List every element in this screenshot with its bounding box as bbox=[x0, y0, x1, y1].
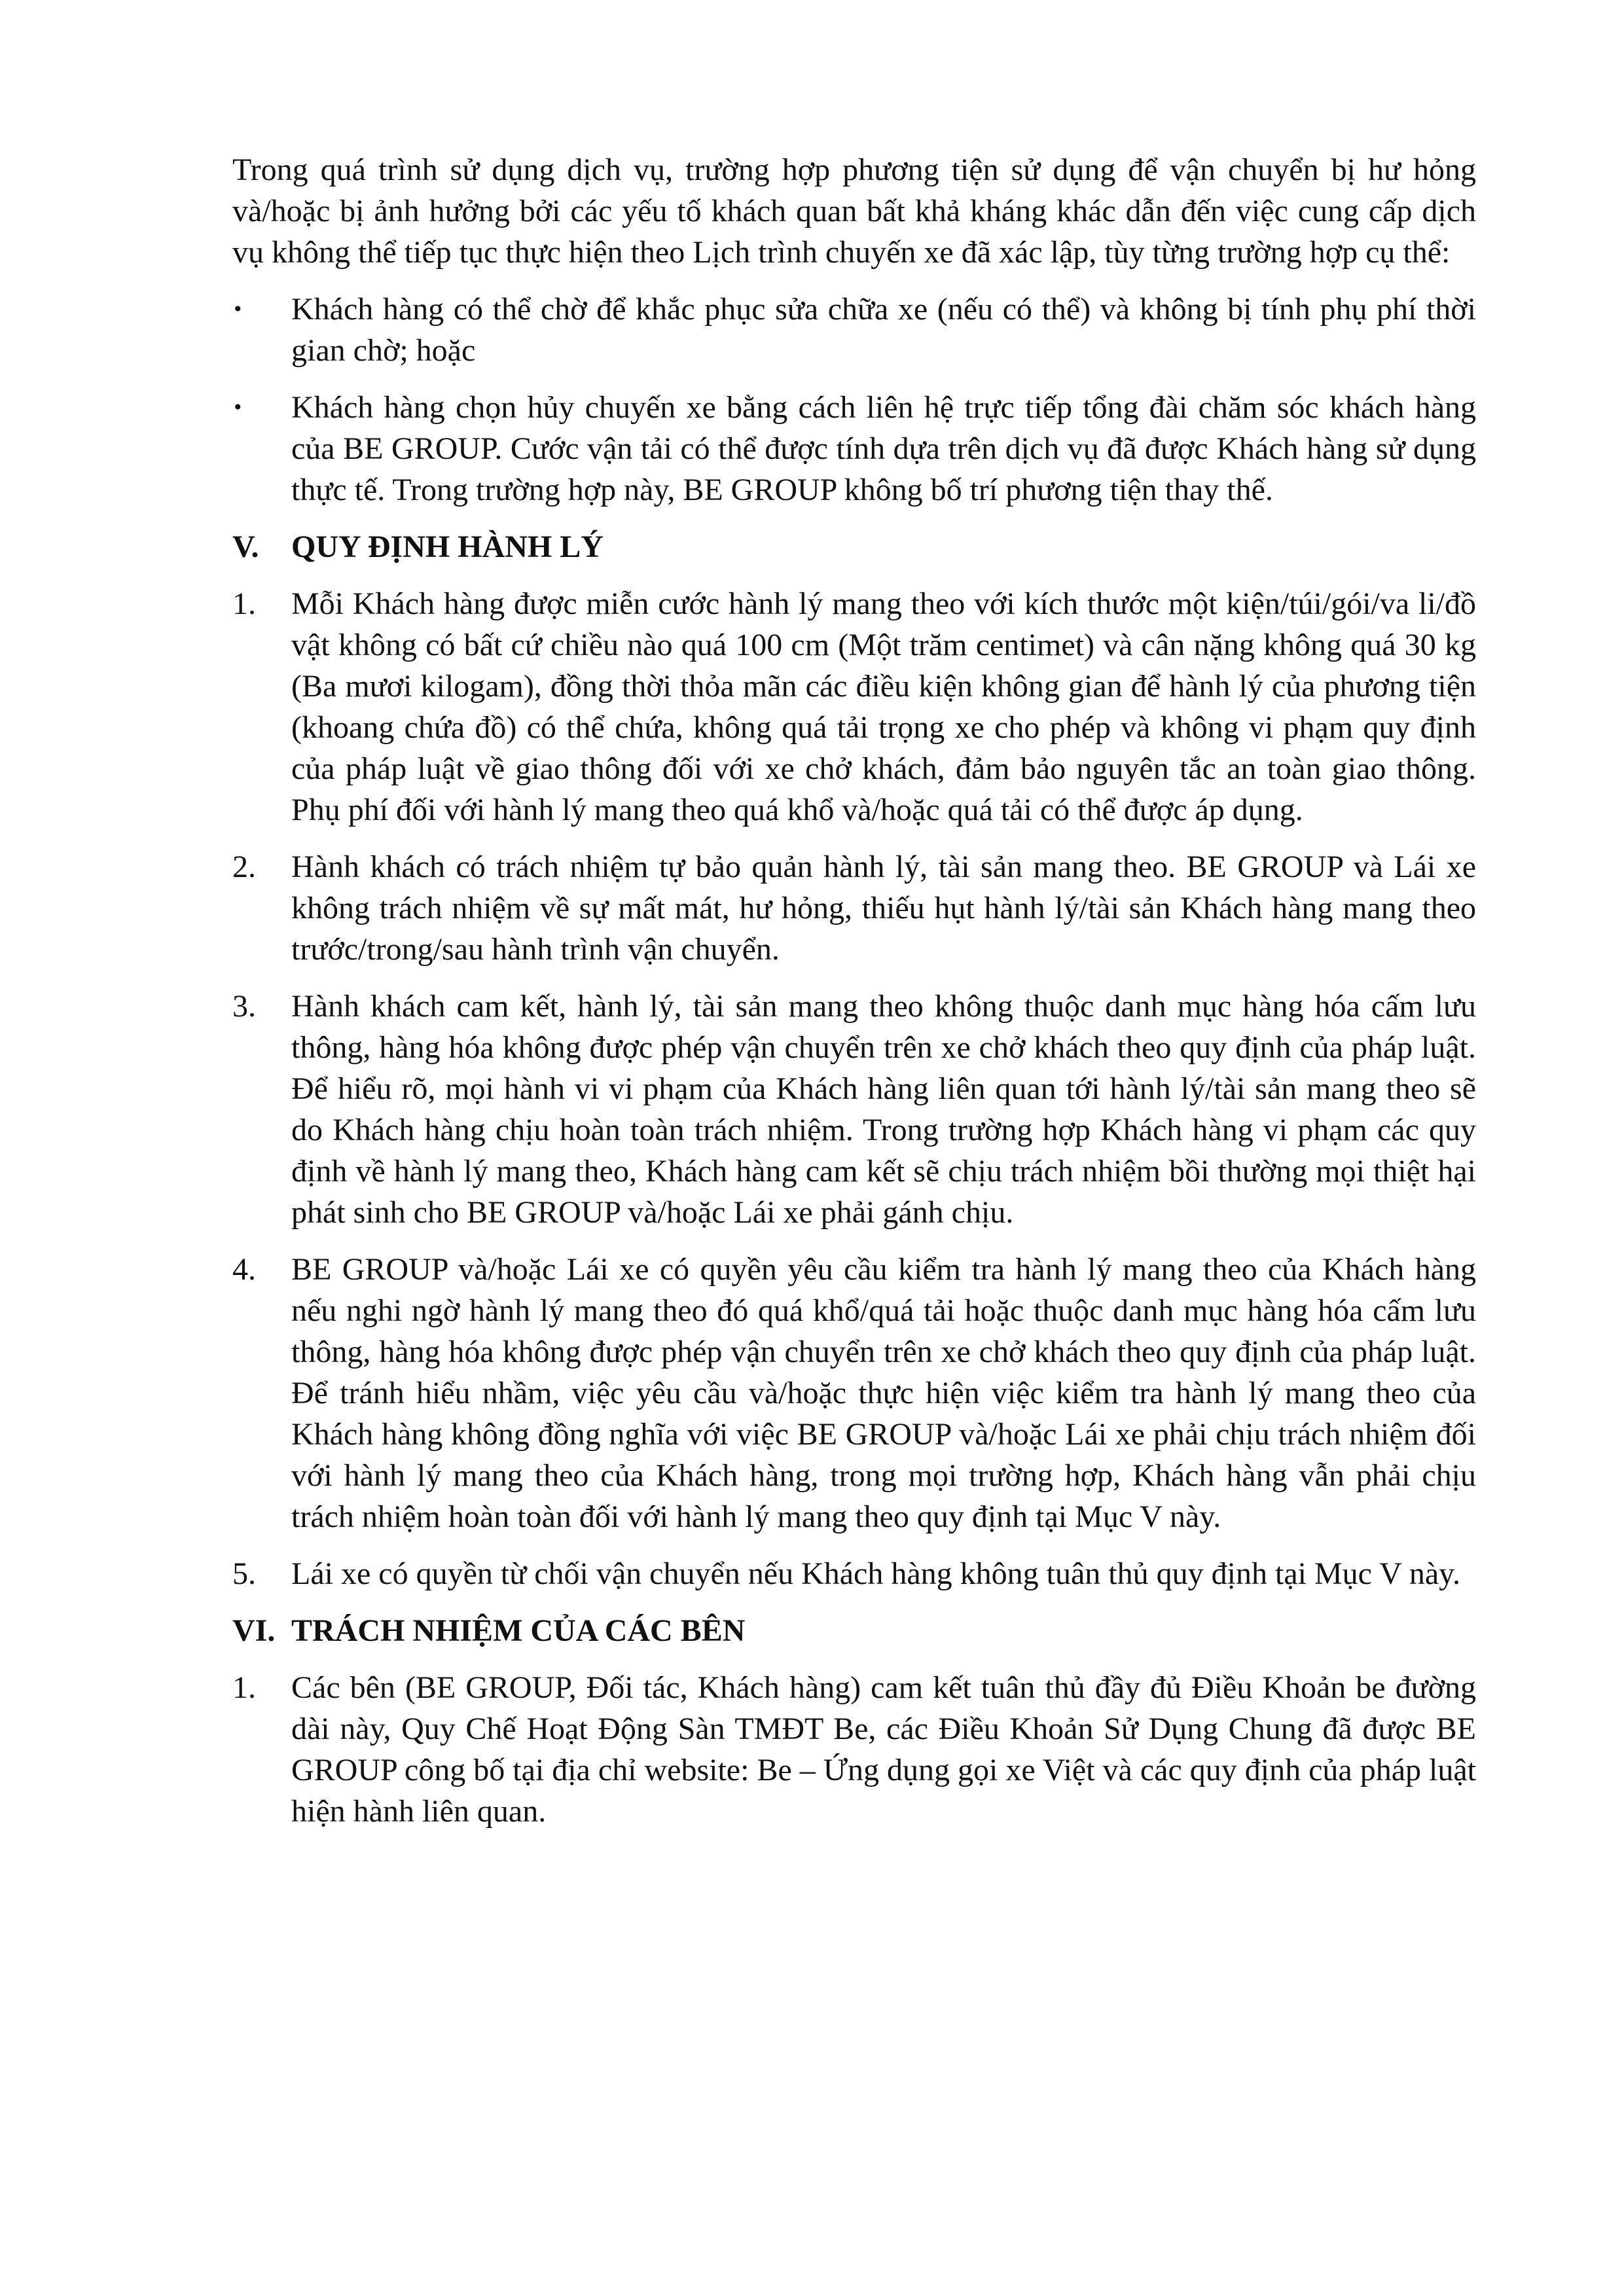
document-page bbox=[232, 149, 1476, 1848]
numbered-list bbox=[232, 1667, 1476, 1832]
section-heading bbox=[232, 1610, 1476, 1651]
list-item-text: BE GROUP và/hoặc Lái xe có quyền yêu cầu kiểm tra hành lý mang theo của Khách hàng nếu nghi ngờ hành lý mang theo đó quá khổ/quá tải hoặc thuộc danh mục hàng hóa cấm lưu thông, hàng hóa không được phép vận chuyển trên xe chở khách theo quy định của pháp luật. Để tránh hiểu nhầm, việc yêu cầu và/hoặc thực hiện việc kiểm tra hành lý mang theo của Khách hàng không đồng nghĩa với việc BE GROUP và/hoặc Lái xe phải chịu trách nhiệm đối với hành lý mang theo của Khách hàng, trong mọi trường hợp, Khách hàng vẫn phải chịu trách nhiệm hoàn toàn đối với hành lý mang theo quy định tại Mục V này. bbox=[291, 1252, 1476, 1534]
list-item-text: Lái xe có quyền từ chối vận chuyển nếu Khách hàng không tuân thủ quy định tại Mục V này. bbox=[291, 1556, 1461, 1591]
list-item bbox=[232, 1249, 1476, 1537]
list-item-text: Các bên (BE GROUP, Đối tác, Khách hàng) cam kết tuân thủ đầy đủ Điều Khoản be đường dài này, Quy Chế Hoạt Động Sàn TMĐT Be, các Điều Khoản Sử Dụng Chung đã được BE GROUP công bố tại địa chỉ website: Be – Ứng dụng gọi xe Việt và các quy định của pháp luật hiện hành liên quan. bbox=[291, 1670, 1476, 1829]
list-item-text: Hành khách cam kết, hành lý, tài sản mang theo không thuộc danh mục hàng hóa cấm lưu thông, hàng hóa không được phép vận chuyển trên xe chở khách theo quy định của pháp luật. Để hiểu rõ, mọi hành vi vi phạm của Khách hàng liên quan tới hành lý/tài sản mang theo sẽ do Khách hàng chịu hoàn toàn trách nhiệm. Trong trường hợp Khách hàng vi phạm các quy định về hành lý mang theo, Khách hàng cam kết sẽ chịu trách nhiệm bồi thường mọi thiệt hại phát sinh cho BE GROUP và/hoặc Lái xe phải gánh chịu. bbox=[291, 989, 1476, 1230]
list-item-text: Mỗi Khách hàng được miễn cước hành lý mang theo với kích thước một kiện/túi/gói/va li/đồ vật không có bất cứ chiều nào quá 100 cm (Một trăm centimet) và cân nặng không quá 30 kg (Ba mươi kilogam), đồng thời thỏa mãn các điều kiện không gian để hành lý của phương tiện (khoang chứa đồ) có thể chứa, không quá tải trọng xe cho phép và không vi phạm quy định của pháp luật về giao thông đối với xe chở khách, đảm bảo nguyên tắc an toàn giao thông. Phụ phí đối với hành lý mang theo quá khổ và/hoặc quá tải có thể được áp dụng. bbox=[291, 586, 1476, 827]
list-item bbox=[232, 1667, 1476, 1832]
numbered-list bbox=[232, 583, 1476, 1594]
item-number: 3. bbox=[232, 989, 256, 1024]
item-number: 1. bbox=[232, 1670, 256, 1705]
list-item bbox=[232, 1553, 1476, 1594]
list-item bbox=[232, 387, 1476, 511]
list-item bbox=[232, 583, 1476, 831]
bullet-marker: • bbox=[232, 298, 244, 320]
section-number: VI. bbox=[232, 1613, 276, 1648]
section-title: QUY ĐỊNH HÀNH LÝ bbox=[291, 529, 604, 564]
item-number: 1. bbox=[232, 586, 256, 621]
list-item bbox=[232, 986, 1476, 1233]
list-item-text: Khách hàng có thể chờ để khắc phục sửa chữa xe (nếu có thể) và không bị tính phụ phí thời gian chờ; hoặc bbox=[291, 292, 1476, 368]
list-item-text: Hành khách có trách nhiệm tự bảo quản hành lý, tài sản mang theo. BE GROUP và Lái xe không trách nhiệm về sự mất mát, hư hỏng, thiếu hụt hành lý/tài sản Khách hàng mang theo trước/trong/sau hành trình vận chuyển. bbox=[291, 850, 1476, 967]
item-number: 2. bbox=[232, 850, 256, 884]
list-item bbox=[232, 289, 1476, 371]
item-number: 4. bbox=[232, 1252, 256, 1287]
intro-paragraph: Trong quá trình sử dụng dịch vụ, trường hợp phương tiện sử dụng để vận chuyển bị hư hỏng và/hoặc bị ảnh hưởng bởi các yếu tố khách quan bất khả kháng khác dẫn đến việc cung cấp dịch vụ không thể tiếp tục thực hiện theo Lịch trình chuyến xe đã xác lập, tùy từng trường hợp cụ thể: bbox=[232, 152, 1476, 270]
section-number: V. bbox=[232, 529, 259, 564]
section-heading bbox=[232, 526, 1476, 567]
item-number: 5. bbox=[232, 1556, 256, 1591]
list-item-text: Khách hàng chọn hủy chuyến xe bằng cách liên hệ trực tiếp tổng đài chăm sóc khách hàng của BE GROUP. Cước vận tải có thể được tính dựa trên dịch vụ đã được Khách hàng sử dụng thực tế. Trong trường hợp này, BE GROUP không bố trí phương tiện thay thế. bbox=[291, 390, 1476, 507]
bullet-marker: • bbox=[232, 397, 244, 418]
bullet-list bbox=[232, 289, 1476, 511]
list-item bbox=[232, 846, 1476, 970]
section-title: TRÁCH NHIỆM CỦA CÁC BÊN bbox=[291, 1613, 746, 1648]
